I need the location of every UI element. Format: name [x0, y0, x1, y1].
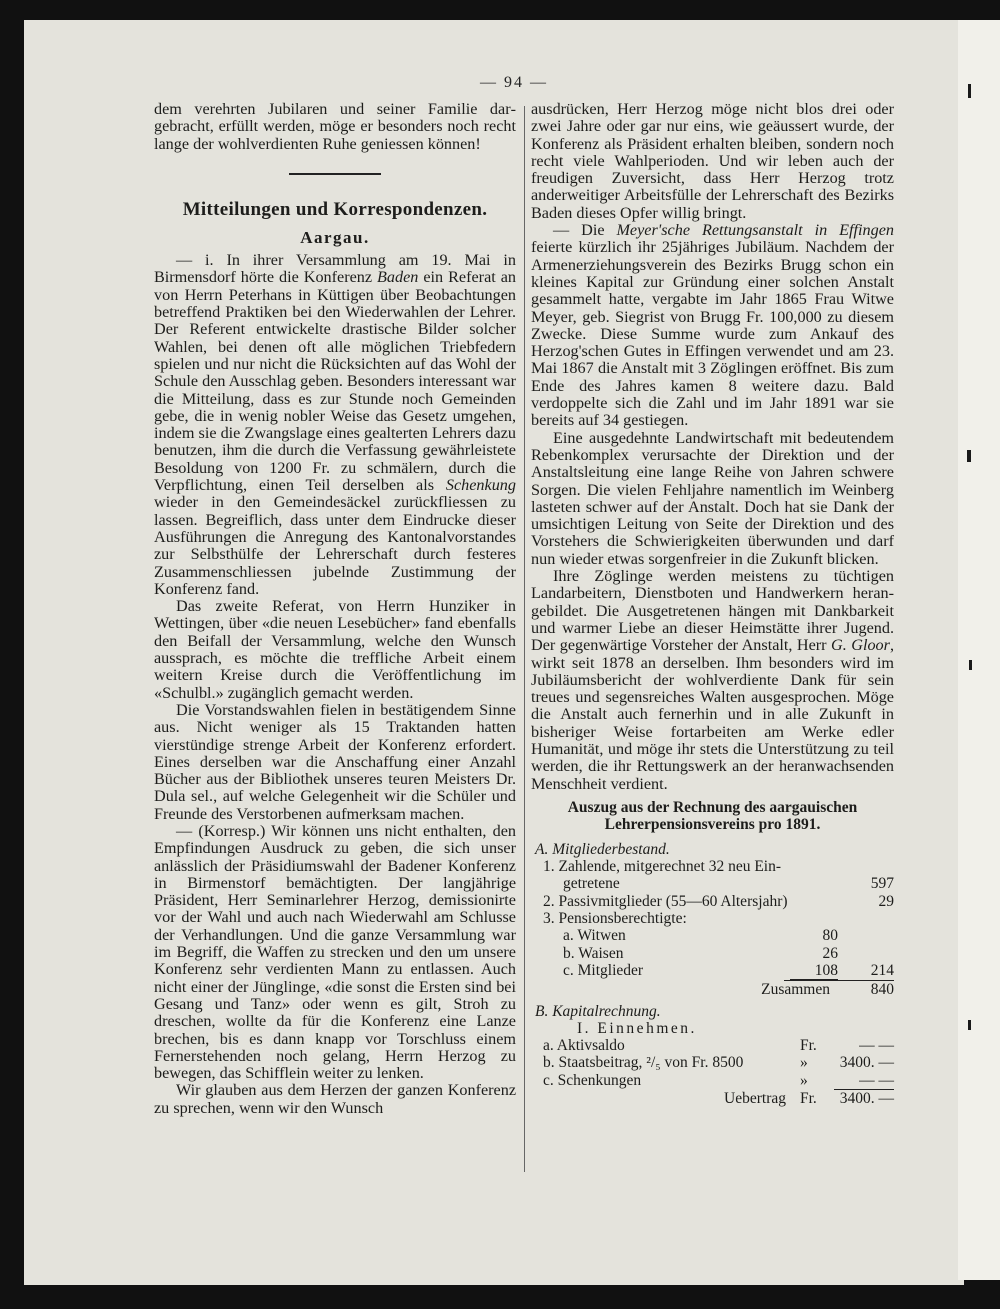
b-b-row	[531, 1054, 894, 1071]
a3c-row	[531, 962, 894, 980]
text-run: wieder in den Gemeindesäckel zurückfliessen zu lassen. Begreiflich, dass unter dem Eindrucke dieser Ausführungen die Anregung des Kantonalvorstandes zur Selbsthülfe der Lehrerschaft durch festeres Zusammenschliessen jubelnde Zustimmung der Konferenz fand.	[154, 493, 516, 598]
edge-mark	[968, 84, 971, 98]
a3a-label: a. Witwen	[563, 927, 626, 945]
b-c-currency: »	[800, 1071, 808, 1089]
a3c-value: 108	[790, 962, 838, 980]
edge-mark	[968, 1020, 971, 1030]
text-run: ein Referat an von Herrn Peterhans in Küttigen über Beobachtungen betreffend Praktiken bei den Wiederwahlen der Lehrer. Der Referent entwickelte drastische Bilder solcher Wahlen, bei denen oft alle möglichen Triebfedern spielen und nur nicht die Rücksichten auf das Wohl der Schule den Ausschlag geben. Besonders interessant war die Mitteilung, dass es zur Stunde noch Gemeinden gebe, die in wenig nobler Weise das Gesetz umgehen, indem sie die Zwangslage eines gealterten Lehrers dazu benutzen, ihm die durch die Verfassung gewährleistete Besoldung von 1200 Fr. zu schmälern, durch die Verpflichtung, einen Teil derselben als	[154, 268, 516, 495]
b-a-value: — —	[859, 1037, 894, 1055]
b-a-currency: Fr.	[800, 1037, 817, 1055]
b-a-label: a. Aktivsaldo	[543, 1037, 625, 1055]
adjacent-page-edge	[958, 20, 1000, 1280]
italic-run: Schenkung	[445, 476, 516, 495]
column-divider	[524, 106, 525, 1172]
section-rule	[289, 173, 381, 175]
carry-value: 3400. —	[839, 1090, 894, 1108]
paragraph-referat: Das zweite Referat, von Herrn Hunziker in Wettingen, über «die neuen Lesebücher» fand ebenfalls den Beifall der Versammlung, welche den Wunsch aussprach, es möchte die treffliche Arbeit einem weitern Kreise durch die Veröffentlichung im «Schulbl.» zugänglich gemacht werden.	[154, 597, 516, 702]
account-title-line: Auszug aus der Rechnung des aargauischen	[567, 798, 858, 816]
b-b-value: 3400. —	[839, 1054, 894, 1072]
italic-run: Meyer'sche Rettungsanstalt in Effingen	[616, 221, 894, 240]
section-b-heading: B. Kapitalrechnung.	[535, 1002, 661, 1020]
sum-row	[531, 981, 894, 998]
a3-total: 214	[870, 961, 894, 979]
section-a-heading: A. Mitgliederbestand.	[535, 840, 670, 858]
a1-label: getretene	[563, 875, 620, 893]
account-table	[531, 841, 894, 1107]
paragraph-wunsch: Wir glauben aus dem Herzen der ganzen Konferenz zu sprechen, wenn wir den Wunsch	[154, 1081, 516, 1117]
italic-run: G. Gloor	[831, 636, 890, 655]
carry-label: Uebertrag	[724, 1090, 786, 1108]
left-column	[154, 101, 516, 1117]
a2-label: 2. Passivmitglieder (55—60 Altersjahr)	[543, 892, 788, 910]
paragraph-landwirtschaft: Eine ausgedehnte Landwirtschaft mit bedeutendem Rebenkomplex verursachte der Direktion und der Anstaltsleitung eine lange Reihe von Jahren schwere Sorgen. Die vielen Fehljahre namentlich im Weinberg lasteten schwer auf der Anstalt. Doch hat sie Dank der umsichtigen Leitung von Seite der Direktion und des Vorstehers die Schwierigkeiten überwunden und darf nun wieder etwas sorgenfreier in die Zukunft blicken.	[531, 428, 894, 568]
b-b-currency: »	[800, 1054, 808, 1072]
a3c-label: c. Mitglieder	[563, 961, 644, 979]
text-run: — Die	[553, 221, 617, 240]
a1-label-line: 1. Zahlende, mitgerechnet 32 neu Ein-	[543, 858, 782, 876]
a3-label: 3. Pensionsberechtigte:	[543, 910, 687, 928]
text-run: feierte kürzlich ihr 25jähriges Jubiläum. Nachdem der Armenerziehungsverein des Bezirks Brugg schon ein kleines Kapital zur Gründung einer solchen Anstalt gesammelt hatte, vergabte im Jahr 1865 Frau Witwe Meyer, geb. Siegrist von Brugg Fr. 100,000 zu diesem Zwecke. Diese Summe wurde zum Ankauf des Herzog'schen Gutes in Effingen verwendet und am 23. Mai 1867 die Anstalt mit 3 Zöglingen eröffnet. Bis zum Ende des Jahres kamen 8 weitere dazu. Bald verdoppelte sich die Zahl und im Jahr 1891 war sie bereits auf 34 gestiegen.	[531, 238, 894, 430]
section-heading: Mitteilungen und Korrespondenzen.	[182, 198, 488, 220]
text-run: — i. In ihrer Versammlung am 19. Mai in Birmensdorf hörte die Konferenz	[154, 251, 516, 287]
sum-value: 840	[870, 981, 894, 999]
page-number: — 94 —	[480, 74, 548, 91]
paragraph-rettungsanstalt	[531, 222, 894, 430]
a1-value: 597	[870, 875, 894, 893]
edge-mark	[967, 450, 971, 462]
paragraph-zoeglinge	[531, 568, 894, 793]
account-title-line: Lehrerpensionsvereins pro 1891.	[604, 815, 821, 833]
carry-currency: Fr.	[800, 1090, 817, 1108]
carry-row	[531, 1090, 894, 1107]
b-c-label: c. Schenkungen	[543, 1071, 642, 1089]
a1-row	[531, 875, 894, 892]
a3a-value: 80	[822, 927, 838, 945]
a3b-row	[531, 945, 894, 962]
a2-row	[531, 893, 894, 910]
b-c-value: — —	[834, 1072, 894, 1090]
edge-mark	[969, 660, 972, 670]
b-c-row	[531, 1072, 894, 1090]
a3a-row	[531, 927, 894, 944]
intro-paragraph: dem verehrten Jubilaren und seiner Familie dargebracht, erfüllt werden, möge er besonders noch recht lange der wohlverdienten Ruhe geniessen können!	[154, 100, 516, 153]
paragraph-vorstandswahlen: Die Vorstandswahlen fielen in bestätigendem Sinne aus. Nicht weniger als 15 Traktanden hatten vierstündige strenge Arbeit der Konferenz erfordert. Eines derselben war die Anschaffung einer Anzahl Bücher aus der Bibliothek unseres teuren Meisters Dr. Dula sel., auf welche Gelegenheit wir die Schüler und Freunde des Verstorbenen aufmerksam machen.	[154, 700, 516, 823]
a3b-value: 26	[822, 944, 838, 962]
paragraph-continuation: ausdrücken, Herr Herzog möge nicht blos drei oder zwei Jahre oder gar nur eins, wie geäussert wurde, der Konferenz als Präsident erhalten bleiben, sondern noch recht viele Wahlperioden. Und wir leben auch der freudigen Zuversicht, dass Herr Herzog trotz anderweitiger Arbeitsfülle der Lehrerschaft des Bezirks Baden dieses Opfer willig bringt.	[531, 100, 894, 222]
account-heading	[531, 799, 894, 833]
b-b-label: b. Staatsbeitrag, ²/₅ von Fr. 8500	[543, 1054, 744, 1072]
sum-label: Zusammen	[761, 981, 830, 999]
italic-run: Baden	[377, 268, 419, 287]
income-heading: I. Einnehmen.	[577, 1019, 697, 1037]
right-column	[531, 101, 894, 1107]
b-a-row	[531, 1037, 894, 1054]
text-run: , wirkt seit 1878 an derselben. Ihm besonders wird im Jubiläumsbericht der wohlverdiente Dank für sein treues und segensreiches Walten ausgesprochen. Möge die Anstalt auch fernerhin und in alle Zukunft in bisheriger Weise fortarbeiten am Werke edler Humanität, und möge ihr stets die Unterstützung zu teil werden, die ihr Rettungswerk an der heranwachsenden Menschheit verdient.	[531, 636, 894, 793]
canton-heading: Aargau.	[300, 227, 370, 247]
paragraph-korresp: — (Korresp.) Wir können uns nicht enthalten, den Empfindungen Ausdruck zu geben, die sich unser anlässlich der Präsidiumswahl der Badener Konferenz in Birmenstorf bemächtigten. Der langjährige Präsident, Herr Seminarlehrer Herzog, demissionirte vor der Wahl und auch nach Wiederwahl am Schlusse der Verhandlungen. Und die ganze Versammlung war im Begriff, die Waffen zu strecken und den um unsere Konferenz sehr verdienten Mann zu entlassen. Auch nicht einer der Jünglinge, «die sonst die Ersten sind bei Gesang und Tanz» oder wenn es gilt, Stroh zu dreschen, wollte da für die Konferenz eine Lanze brechen, bis es dann knapp vor Torschluss einem Fernerstehenden noch gelang, Herrn Herzog zu bewegen, das Schifflein weiter zu lenken.	[154, 821, 516, 1083]
a3b-label: b. Waisen	[563, 944, 624, 962]
paragraph-versammlung	[154, 252, 516, 598]
text-run: Ihre Zöglinge werden meistens zu tüchtigen Landarbeitern, Dienstboten und Handwerkern herangebildet. Die Ausgetretenen hängen mit Dankbarkeit und warmer Liebe an dieser Heimstätte ihrer Jugend. Der gegenwärtige Vorsteher der Anstalt, Herr	[531, 567, 894, 655]
a2-value: 29	[878, 892, 894, 910]
